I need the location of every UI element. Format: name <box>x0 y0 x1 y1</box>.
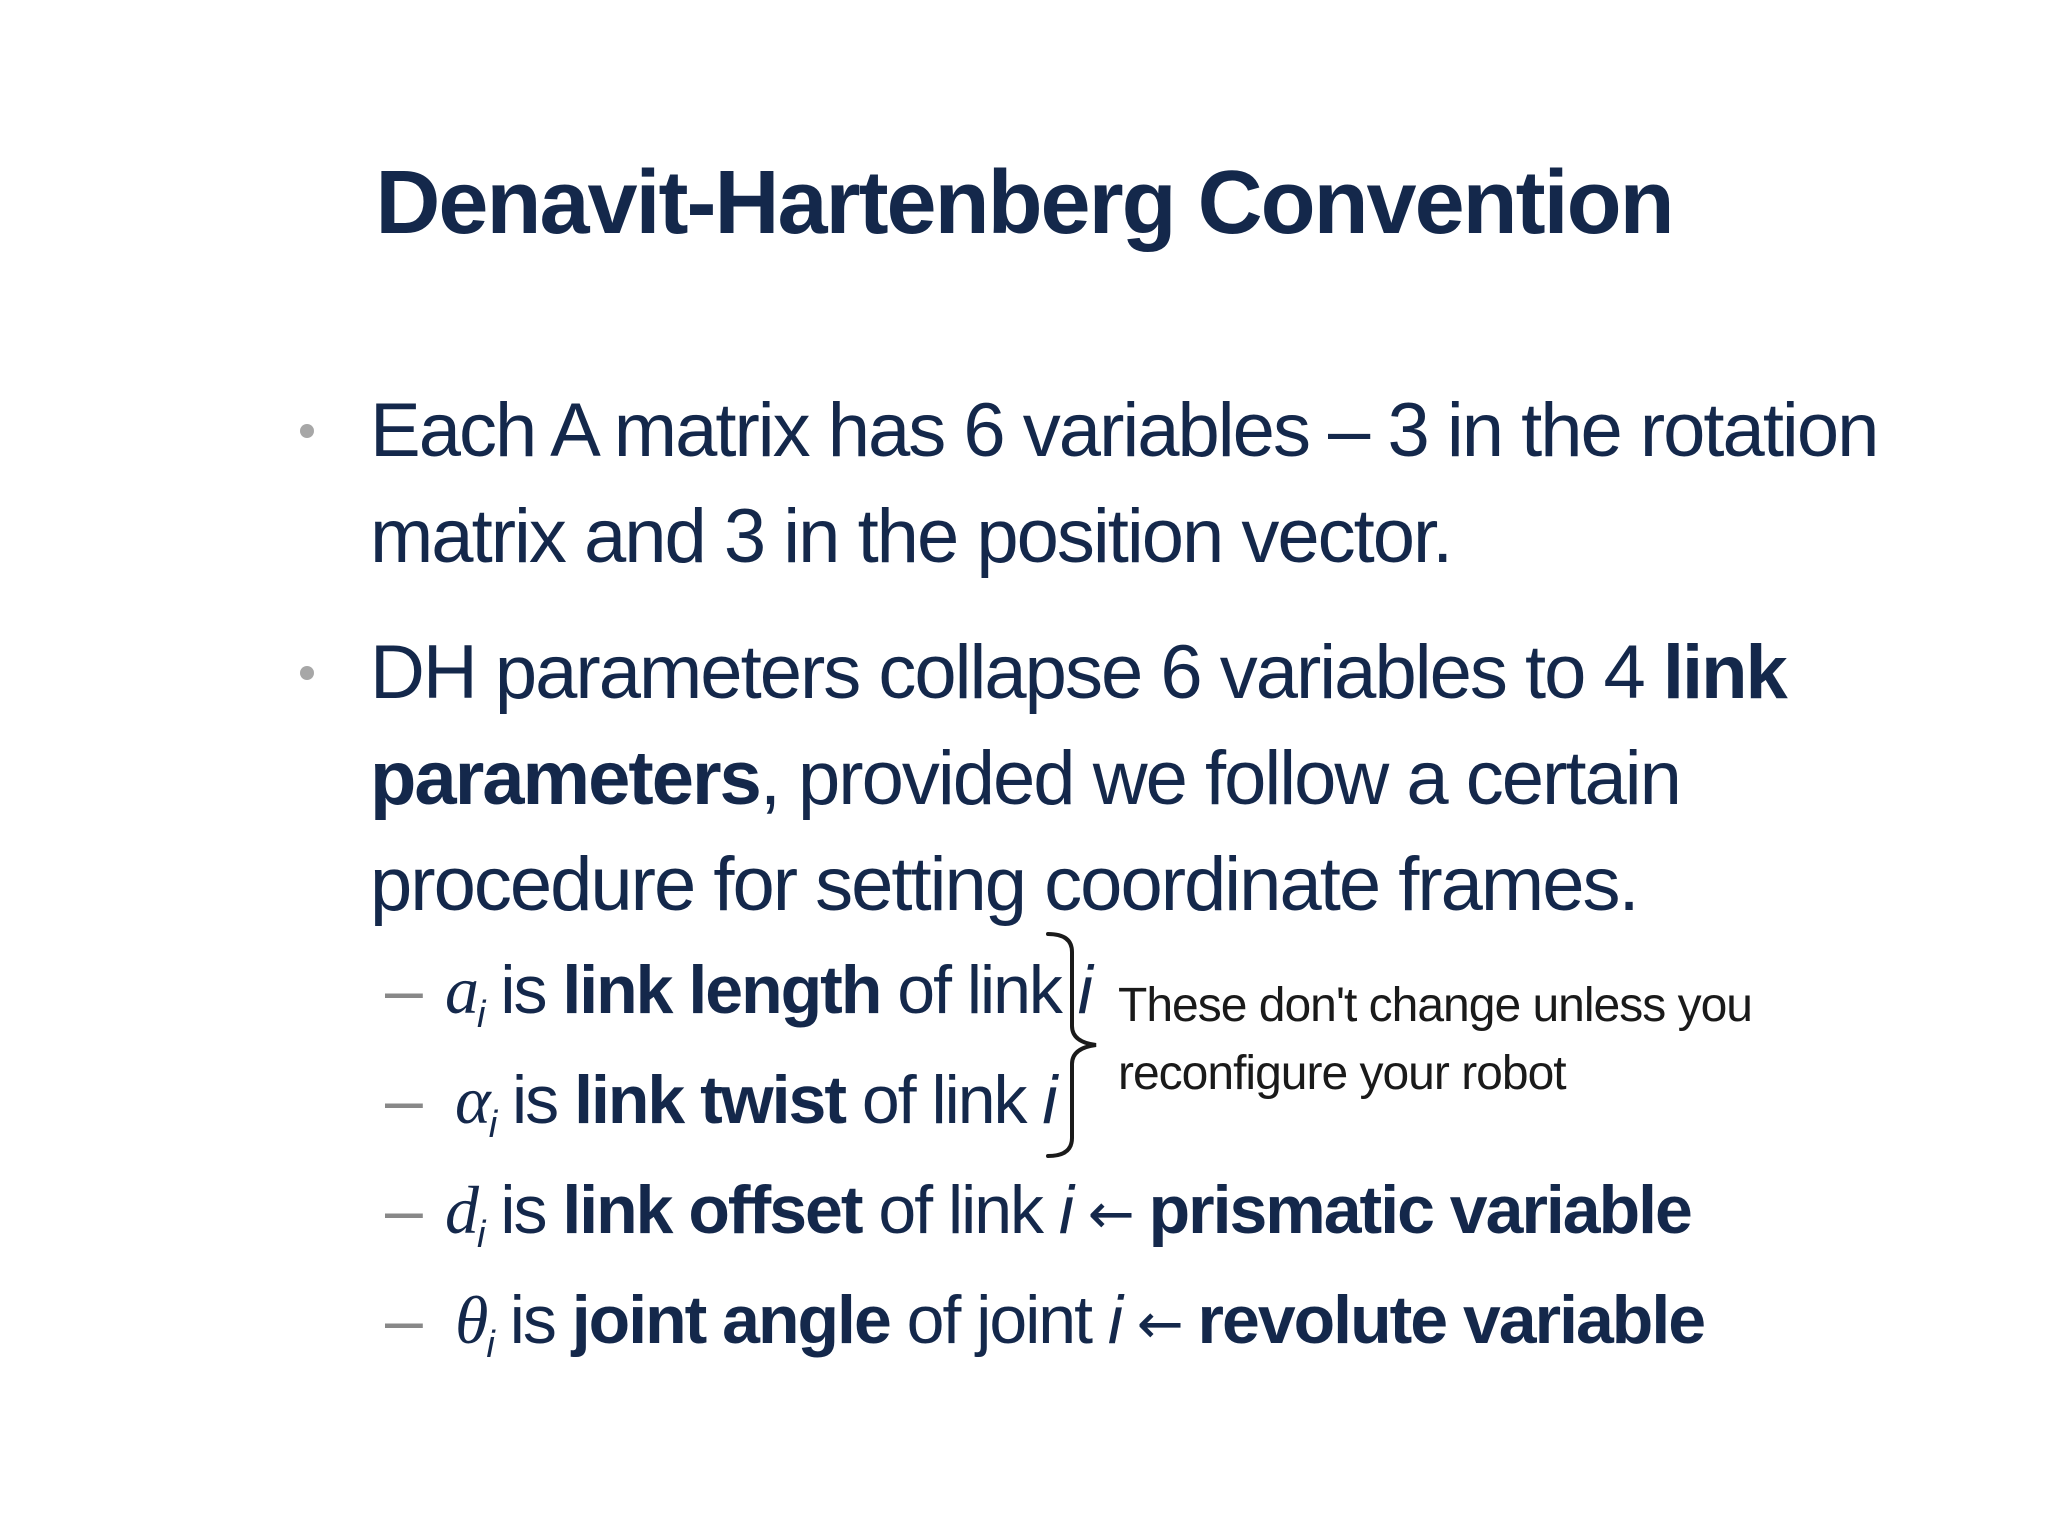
dash: – <box>385 952 421 1028</box>
slide: Denavit-Hartenberg Convention Each A matrix has 6 variables – 3 in the rotation matrix and 3 in the position vector. DH parameters collapse 6 variables to 4 link parameters, provided we follow a certain procedure for setting coordinate frames. – $a_i$ is link length of link i – $\alpha_i$ is link twist of link i – $d_i$ is link offset of link i ← prismatic variable – $\theta_i$ is joint angle of joint i ← revolute variable These don't change unless you reconfigure your robot <box>0 0 2048 1536</box>
bullet-1-text <box>370 378 1878 590</box>
dash: – <box>385 1062 421 1138</box>
symbol: α <box>455 1062 489 1138</box>
left-arrow-icon: ← <box>1121 1292 1198 1357</box>
note-line-2: reconfigure your robot <box>1118 1047 1566 1100</box>
left-arrow-icon: ← <box>1072 1182 1149 1247</box>
right-brace-icon <box>1044 930 1104 1160</box>
bullet-2-line-3: procedure for setting coordinate frames. <box>370 842 1638 927</box>
bullet-dot-icon <box>300 424 314 438</box>
note-line-1: These don't change unless you <box>1118 979 1752 1032</box>
symbol: a <box>445 952 477 1028</box>
bullet-2-line-2: parameters, provided we follow a certain <box>370 736 1680 821</box>
bullet-dot-icon <box>300 666 314 680</box>
bullet-1-line-2: matrix and 3 in the position vector. <box>370 494 1452 579</box>
bullet-2-text <box>370 620 1870 938</box>
brace-note <box>1118 972 1752 1108</box>
symbol: θ <box>455 1282 487 1358</box>
bullet-1-line-1: Each A matrix has 6 variables – 3 in the rotation <box>370 388 1878 473</box>
dash: – <box>385 1172 421 1248</box>
bullet-2-line-1: DH parameters collapse 6 variables to 4 link <box>370 630 1786 715</box>
dash: – <box>385 1282 421 1358</box>
slide-title: Denavit-Hartenberg Convention <box>375 153 1673 253</box>
symbol: d <box>445 1172 477 1248</box>
